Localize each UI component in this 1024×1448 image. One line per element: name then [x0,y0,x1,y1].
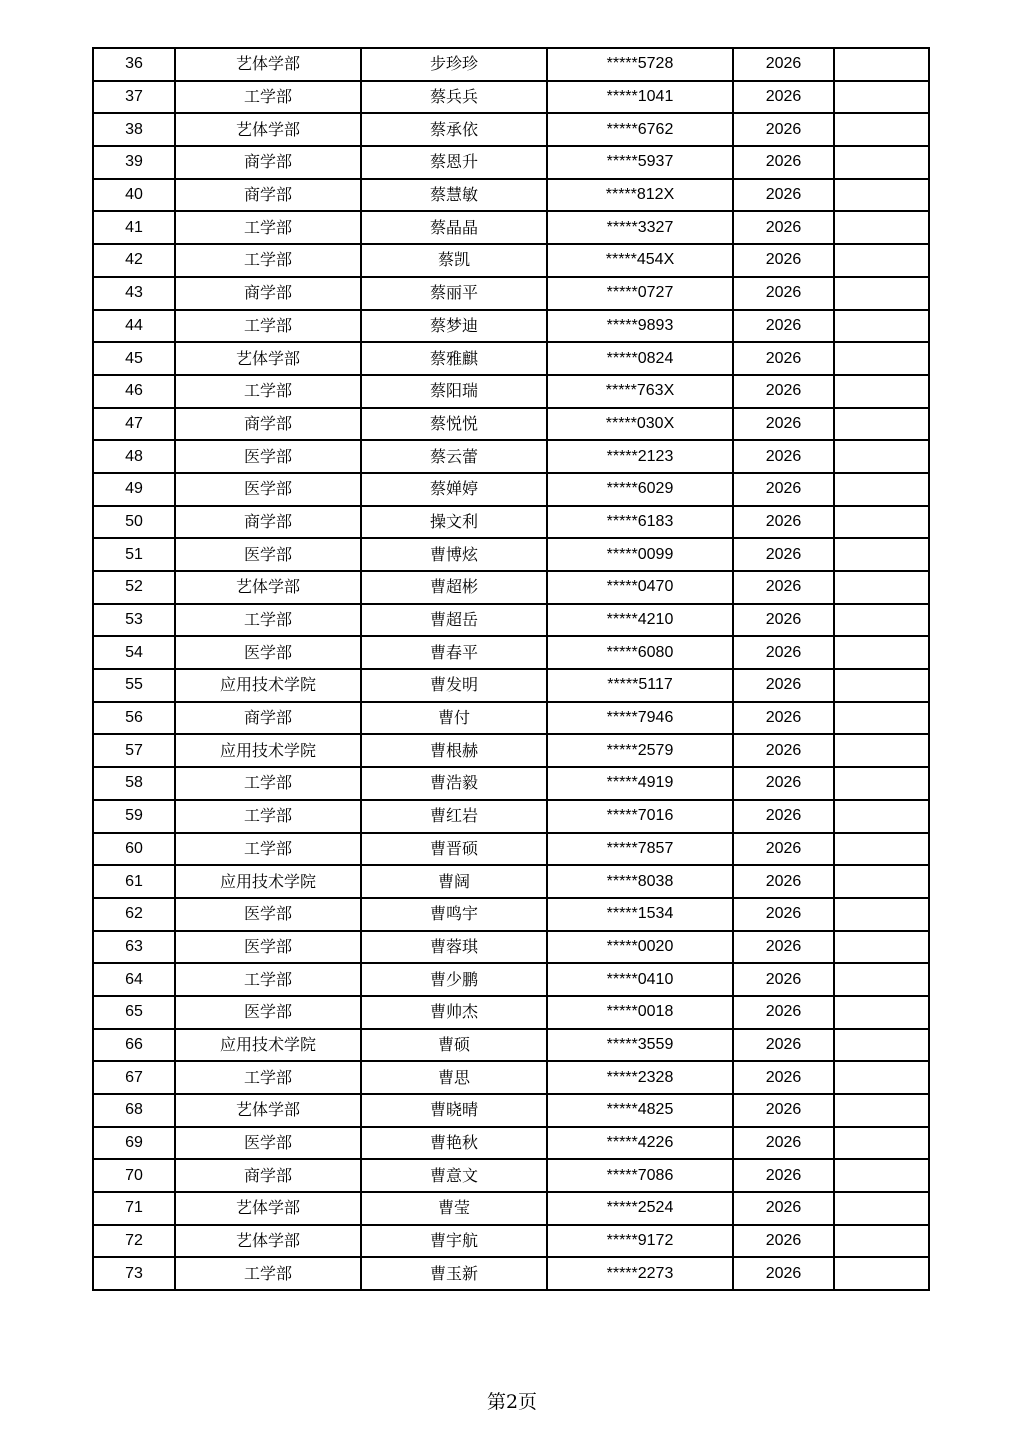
department-cell: 艺体学部 [175,342,361,375]
year-cell: 2026 [733,538,834,571]
masked-id-cell: *****812X [547,179,733,212]
department-cell: 工学部 [175,767,361,800]
department-cell: 应用技术学院 [175,1029,361,1062]
masked-id-cell: *****0824 [547,342,733,375]
department-cell: 工学部 [175,244,361,277]
year-cell: 2026 [733,146,834,179]
masked-id-cell: *****2123 [547,440,733,473]
row-number-cell: 43 [93,277,175,310]
student-name-cell: 步珍珍 [361,48,547,81]
masked-id-cell: *****9893 [547,310,733,343]
student-name-cell: 曹春平 [361,636,547,669]
note-cell [834,244,929,277]
masked-id-cell: *****5728 [547,48,733,81]
note-cell [834,473,929,506]
year-cell: 2026 [733,833,834,866]
row-number-cell: 44 [93,310,175,343]
table-row [93,113,929,146]
masked-id-cell: *****2328 [547,1061,733,1094]
student-name-cell: 蔡云蕾 [361,440,547,473]
department-cell: 工学部 [175,1061,361,1094]
year-cell: 2026 [733,1192,834,1225]
table-row [93,1061,929,1094]
department-cell: 商学部 [175,408,361,441]
note-cell [834,342,929,375]
row-number-cell: 52 [93,571,175,604]
table-row [93,473,929,506]
table-row [93,963,929,996]
department-cell: 医学部 [175,1127,361,1160]
table-row [93,865,929,898]
year-cell: 2026 [733,669,834,702]
row-number-cell: 65 [93,996,175,1029]
department-cell: 应用技术学院 [175,669,361,702]
note-cell [834,898,929,931]
table-row [93,342,929,375]
row-number-cell: 50 [93,506,175,539]
student-name-cell: 曹浩毅 [361,767,547,800]
year-cell: 2026 [733,310,834,343]
table-row [93,277,929,310]
masked-id-cell: *****3559 [547,1029,733,1062]
row-number-cell: 45 [93,342,175,375]
masked-id-cell: *****7086 [547,1159,733,1192]
department-cell: 医学部 [175,996,361,1029]
year-cell: 2026 [733,48,834,81]
note-cell [834,963,929,996]
table-row [93,800,929,833]
year-cell: 2026 [733,800,834,833]
note-cell [834,440,929,473]
masked-id-cell: *****030X [547,408,733,441]
student-name-cell: 操文利 [361,506,547,539]
note-cell [834,1029,929,1062]
student-name-cell: 蔡凯 [361,244,547,277]
year-cell: 2026 [733,865,834,898]
row-number-cell: 58 [93,767,175,800]
department-cell: 医学部 [175,898,361,931]
department-cell: 商学部 [175,702,361,735]
table-row [93,146,929,179]
department-cell: 工学部 [175,963,361,996]
student-name-cell: 曹思 [361,1061,547,1094]
table-row [93,833,929,866]
row-number-cell: 38 [93,113,175,146]
table-row [93,996,929,1029]
table-row [93,571,929,604]
note-cell [834,996,929,1029]
row-number-cell: 53 [93,604,175,637]
department-cell: 工学部 [175,375,361,408]
table-row [93,506,929,539]
table-row [93,1159,929,1192]
note-cell [834,375,929,408]
student-name-cell: 曹鸣宇 [361,898,547,931]
row-number-cell: 62 [93,898,175,931]
student-name-cell: 曹超岳 [361,604,547,637]
student-name-cell: 蔡梦迪 [361,310,547,343]
student-name-cell: 曹阔 [361,865,547,898]
student-name-cell: 蔡恩升 [361,146,547,179]
masked-id-cell: *****7016 [547,800,733,833]
note-cell [834,277,929,310]
department-cell: 商学部 [175,506,361,539]
student-name-cell: 曹晓晴 [361,1094,547,1127]
table-row [93,244,929,277]
note-cell [834,669,929,702]
row-number-cell: 72 [93,1225,175,1258]
masked-id-cell: *****9172 [547,1225,733,1258]
student-name-cell: 曹帅杰 [361,996,547,1029]
department-cell: 艺体学部 [175,1225,361,1258]
department-cell: 工学部 [175,800,361,833]
year-cell: 2026 [733,81,834,114]
masked-id-cell: *****6080 [547,636,733,669]
department-cell: 应用技术学院 [175,865,361,898]
row-number-cell: 56 [93,702,175,735]
note-cell [834,734,929,767]
note-cell [834,1225,929,1258]
masked-id-cell: *****6029 [547,473,733,506]
department-cell: 医学部 [175,473,361,506]
student-name-cell: 蔡悦悦 [361,408,547,441]
student-name-cell: 曹根赫 [361,734,547,767]
note-cell [834,1192,929,1225]
year-cell: 2026 [733,963,834,996]
row-number-cell: 41 [93,211,175,244]
masked-id-cell: *****1041 [547,81,733,114]
student-name-cell: 蔡晶晶 [361,211,547,244]
student-name-cell: 曹博炫 [361,538,547,571]
note-cell [834,538,929,571]
table-row [93,440,929,473]
masked-id-cell: *****2273 [547,1257,733,1290]
note-cell [834,81,929,114]
note-cell [834,800,929,833]
row-number-cell: 47 [93,408,175,441]
table-row [93,211,929,244]
table-row [93,669,929,702]
row-number-cell: 40 [93,179,175,212]
row-number-cell: 68 [93,1094,175,1127]
department-cell: 工学部 [175,1257,361,1290]
student-name-cell: 曹超彬 [361,571,547,604]
row-number-cell: 42 [93,244,175,277]
student-name-cell: 蔡兵兵 [361,81,547,114]
department-cell: 医学部 [175,931,361,964]
student-name-cell: 曹红岩 [361,800,547,833]
note-cell [834,833,929,866]
department-cell: 医学部 [175,440,361,473]
table-row [93,604,929,637]
year-cell: 2026 [733,1159,834,1192]
year-cell: 2026 [733,1127,834,1160]
year-cell: 2026 [733,506,834,539]
student-name-cell: 曹艳秋 [361,1127,547,1160]
table-row [93,408,929,441]
year-cell: 2026 [733,734,834,767]
masked-id-cell: *****2524 [547,1192,733,1225]
row-number-cell: 67 [93,1061,175,1094]
student-name-cell: 曹付 [361,702,547,735]
year-cell: 2026 [733,702,834,735]
table-row [93,310,929,343]
masked-id-cell: *****0018 [547,996,733,1029]
student-name-cell: 蔡阳瑞 [361,375,547,408]
department-cell: 商学部 [175,146,361,179]
table-row [93,81,929,114]
student-name-cell: 曹意文 [361,1159,547,1192]
year-cell: 2026 [733,636,834,669]
table-row [93,1127,929,1160]
row-number-cell: 63 [93,931,175,964]
note-cell [834,1127,929,1160]
row-number-cell: 57 [93,734,175,767]
row-number-cell: 59 [93,800,175,833]
student-name-cell: 曹莹 [361,1192,547,1225]
year-cell: 2026 [733,179,834,212]
student-name-cell: 蔡承依 [361,113,547,146]
note-cell [834,310,929,343]
student-name-cell: 蔡雅麒 [361,342,547,375]
department-cell: 工学部 [175,604,361,637]
year-cell: 2026 [733,1061,834,1094]
masked-id-cell: *****4825 [547,1094,733,1127]
row-number-cell: 36 [93,48,175,81]
department-cell: 艺体学部 [175,48,361,81]
department-cell: 医学部 [175,636,361,669]
year-cell: 2026 [733,473,834,506]
year-cell: 2026 [733,571,834,604]
note-cell [834,702,929,735]
masked-id-cell: *****0099 [547,538,733,571]
department-cell: 艺体学部 [175,1094,361,1127]
student-name-cell: 蔡慧敏 [361,179,547,212]
row-number-cell: 37 [93,81,175,114]
masked-id-cell: *****0470 [547,571,733,604]
masked-id-cell: *****3327 [547,211,733,244]
student-name-cell: 蔡丽平 [361,277,547,310]
row-number-cell: 39 [93,146,175,179]
year-cell: 2026 [733,1257,834,1290]
department-cell: 商学部 [175,1159,361,1192]
note-cell [834,931,929,964]
department-cell: 艺体学部 [175,571,361,604]
year-cell: 2026 [733,1029,834,1062]
row-number-cell: 69 [93,1127,175,1160]
row-number-cell: 49 [93,473,175,506]
note-cell [834,571,929,604]
student-roster-table [92,47,930,1291]
masked-id-cell: *****5117 [547,669,733,702]
table-row [93,179,929,212]
department-cell: 工学部 [175,81,361,114]
table-row [93,1192,929,1225]
year-cell: 2026 [733,767,834,800]
table-row [93,48,929,81]
year-cell: 2026 [733,375,834,408]
student-name-cell: 曹发明 [361,669,547,702]
masked-id-cell: *****4919 [547,767,733,800]
year-cell: 2026 [733,244,834,277]
department-cell: 工学部 [175,833,361,866]
student-name-cell: 蔡婵婷 [361,473,547,506]
department-cell: 艺体学部 [175,1192,361,1225]
row-number-cell: 54 [93,636,175,669]
table-row [93,931,929,964]
note-cell [834,1257,929,1290]
masked-id-cell: *****6762 [547,113,733,146]
masked-id-cell: *****6183 [547,506,733,539]
table-row [93,538,929,571]
student-name-cell: 曹蓉琪 [361,931,547,964]
year-cell: 2026 [733,996,834,1029]
student-name-cell: 曹晋硕 [361,833,547,866]
note-cell [834,179,929,212]
row-number-cell: 60 [93,833,175,866]
year-cell: 2026 [733,898,834,931]
note-cell [834,146,929,179]
note-cell [834,408,929,441]
table-row [93,1029,929,1062]
note-cell [834,1094,929,1127]
note-cell [834,865,929,898]
row-number-cell: 46 [93,375,175,408]
masked-id-cell: *****763X [547,375,733,408]
year-cell: 2026 [733,1094,834,1127]
department-cell: 商学部 [175,277,361,310]
note-cell [834,1159,929,1192]
table-row [93,734,929,767]
department-cell: 工学部 [175,211,361,244]
row-number-cell: 48 [93,440,175,473]
masked-id-cell: *****0410 [547,963,733,996]
masked-id-cell: *****7857 [547,833,733,866]
row-number-cell: 55 [93,669,175,702]
masked-id-cell: *****4210 [547,604,733,637]
note-cell [834,604,929,637]
year-cell: 2026 [733,604,834,637]
masked-id-cell: *****4226 [547,1127,733,1160]
table-row [93,1094,929,1127]
masked-id-cell: *****8038 [547,865,733,898]
roster-body [93,48,929,1290]
row-number-cell: 70 [93,1159,175,1192]
year-cell: 2026 [733,277,834,310]
row-number-cell: 51 [93,538,175,571]
masked-id-cell: *****0020 [547,931,733,964]
row-number-cell: 66 [93,1029,175,1062]
note-cell [834,636,929,669]
row-number-cell: 71 [93,1192,175,1225]
table-row [93,702,929,735]
student-name-cell: 曹宇航 [361,1225,547,1258]
department-cell: 艺体学部 [175,113,361,146]
note-cell [834,767,929,800]
year-cell: 2026 [733,931,834,964]
year-cell: 2026 [733,440,834,473]
masked-id-cell: *****1534 [547,898,733,931]
year-cell: 2026 [733,113,834,146]
note-cell [834,48,929,81]
masked-id-cell: *****0727 [547,277,733,310]
table-row [93,1257,929,1290]
year-cell: 2026 [733,1225,834,1258]
year-cell: 2026 [733,211,834,244]
table-row [93,767,929,800]
department-cell: 工学部 [175,310,361,343]
table-row [93,375,929,408]
row-number-cell: 61 [93,865,175,898]
department-cell: 应用技术学院 [175,734,361,767]
masked-id-cell: *****454X [547,244,733,277]
note-cell [834,1061,929,1094]
student-name-cell: 曹硕 [361,1029,547,1062]
masked-id-cell: *****5937 [547,146,733,179]
page-number: 第2页 [486,1391,538,1413]
student-name-cell: 曹玉新 [361,1257,547,1290]
masked-id-cell: *****7946 [547,702,733,735]
year-cell: 2026 [733,408,834,441]
table-row [93,636,929,669]
masked-id-cell: *****2579 [547,734,733,767]
table-row [93,898,929,931]
department-cell: 医学部 [175,538,361,571]
note-cell [834,506,929,539]
year-cell: 2026 [733,342,834,375]
note-cell [834,211,929,244]
student-name-cell: 曹少鹏 [361,963,547,996]
note-cell [834,113,929,146]
department-cell: 商学部 [175,179,361,212]
row-number-cell: 73 [93,1257,175,1290]
row-number-cell: 64 [93,963,175,996]
table-row [93,1225,929,1258]
